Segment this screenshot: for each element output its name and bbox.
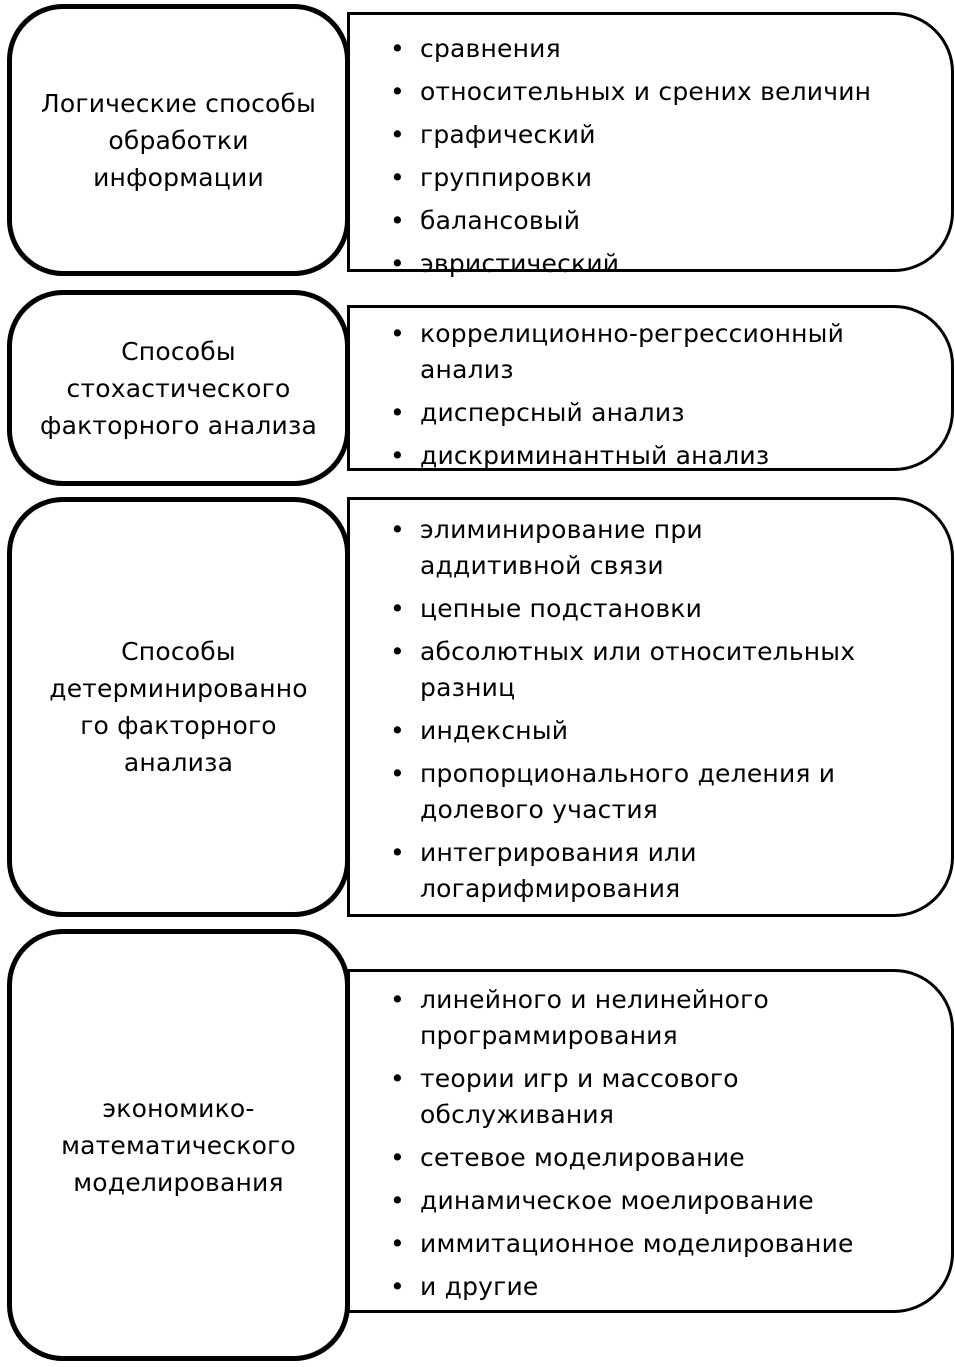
item-text: линейного и нелинейного программирования (420, 985, 770, 1050)
bullet-icon: • (390, 838, 405, 867)
item-text: индексный (420, 716, 569, 745)
list-item (388, 438, 911, 474)
list-item (388, 982, 911, 1054)
list-item (388, 1061, 911, 1133)
item-text: коррелиционно-регрессионный анализ (420, 319, 845, 384)
category-label: Способы стохастического факторного анализа (40, 336, 317, 440)
bullet-icon: • (390, 120, 405, 149)
list-item (388, 160, 911, 196)
item-text: элиминирование при аддитивной связи (420, 515, 703, 580)
list-item (388, 74, 911, 110)
item-text: дискриминантный анализ (420, 441, 770, 470)
bullet-icon: • (390, 441, 405, 470)
list-item (388, 835, 911, 907)
items-list (388, 316, 911, 474)
category-label: Логические способы обработки информации (40, 88, 317, 192)
list-item (388, 117, 911, 153)
item-text: сравнения (420, 34, 561, 63)
list-item (388, 756, 911, 828)
bullet-icon: • (390, 77, 405, 106)
list-item (388, 591, 911, 627)
category-label: экономико- математического моделирования (61, 1093, 296, 1197)
bullet-icon: • (390, 515, 405, 544)
bullet-icon: • (390, 206, 405, 235)
items-box (347, 497, 954, 917)
items-box (347, 969, 954, 1313)
list-item (388, 512, 911, 584)
item-text: дисперсный анализ (420, 398, 685, 427)
bullet-icon: • (390, 319, 405, 348)
bullet-icon: • (390, 594, 405, 623)
list-item (388, 1140, 911, 1176)
items-list (388, 512, 911, 907)
list-item (388, 31, 911, 67)
bullet-icon: • (390, 716, 405, 745)
item-text: графический (420, 120, 596, 149)
category-box (7, 929, 350, 1361)
item-text: абсолютных или относительных разниц (420, 637, 856, 702)
item-text: относительных и срених величин (420, 77, 872, 106)
items-list (388, 982, 911, 1305)
category-box (7, 497, 350, 917)
list-item (388, 1183, 911, 1219)
items-box (347, 12, 954, 278)
category-box (7, 290, 350, 486)
list-item (388, 1226, 911, 1262)
item-text: динамическое моелирование (420, 1186, 814, 1215)
list-item (388, 1269, 911, 1305)
bullet-icon: • (390, 1064, 405, 1093)
bullet-icon: • (390, 34, 405, 63)
item-text: балансовый (420, 206, 581, 235)
list-item (388, 713, 911, 749)
bullet-icon: • (390, 1186, 405, 1215)
bullet-icon: • (390, 637, 405, 666)
bullet-icon: • (390, 1272, 405, 1301)
items-box (347, 305, 954, 471)
item-text: и другие (420, 1272, 539, 1301)
items-list (388, 31, 911, 282)
bullet-icon: • (390, 398, 405, 427)
item-text: цепные подстановки (420, 594, 703, 623)
item-text: сетевое моделирование (420, 1143, 745, 1172)
item-text: теории игр и массового обслуживания (420, 1064, 739, 1129)
item-text: интегрирования или логарифмирования (420, 838, 697, 903)
item-text: группировки (420, 163, 593, 192)
category-box (7, 4, 350, 276)
item-text: иммитационное моделирование (420, 1229, 854, 1258)
list-item (388, 203, 911, 239)
bullet-icon: • (390, 249, 405, 278)
item-text: пропорционального деления и долевого участия (420, 759, 836, 824)
list-item (388, 246, 911, 282)
category-label: Способы детерминированно го факторного анализа (49, 637, 308, 777)
list-item (388, 316, 911, 388)
bullet-icon: • (390, 1143, 405, 1172)
bullet-icon: • (390, 163, 405, 192)
bullet-icon: • (390, 759, 405, 788)
item-text: эвристический (420, 249, 620, 278)
bullet-icon: • (390, 985, 405, 1014)
list-item (388, 634, 911, 706)
bullet-icon: • (390, 1229, 405, 1258)
list-item (388, 395, 911, 431)
